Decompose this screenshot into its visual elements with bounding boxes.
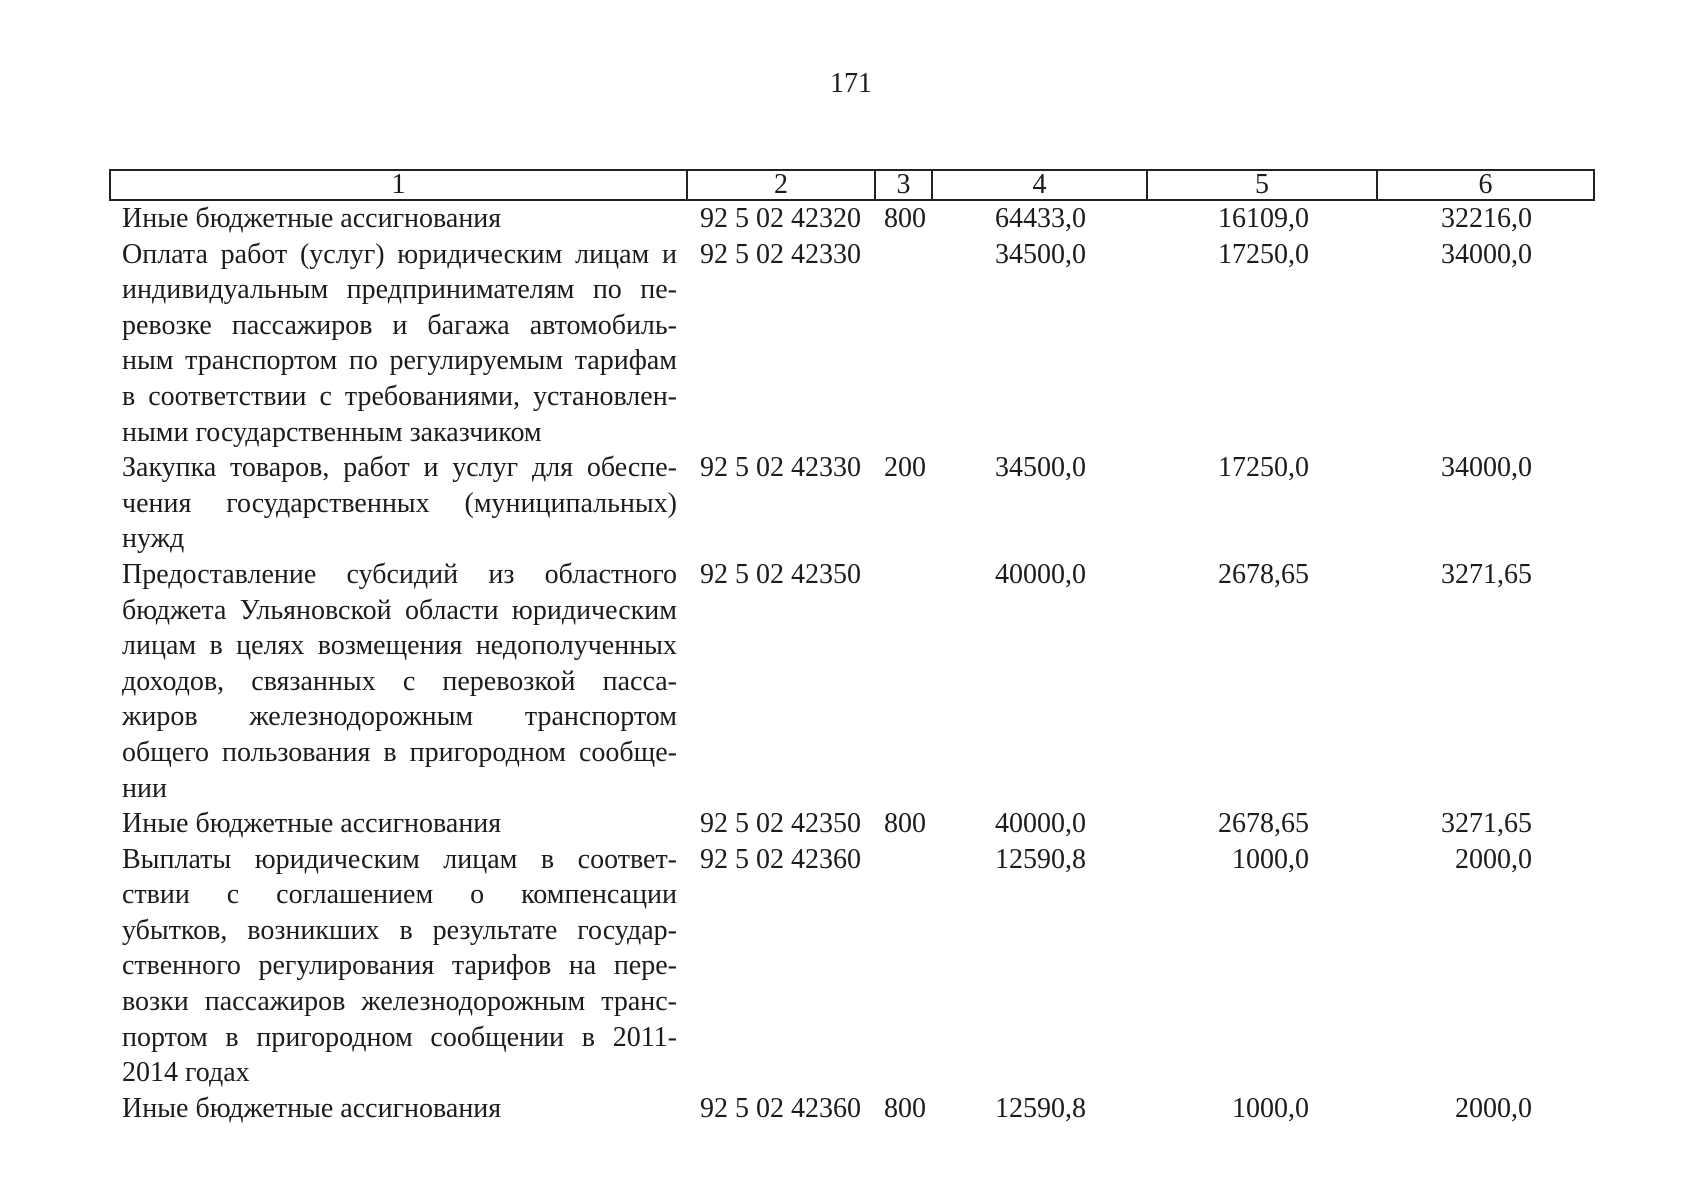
code-cell: 92 5 02 42350 [700, 808, 861, 840]
table-row [109, 1091, 1595, 1127]
amount-cell-4: 40000,0 [995, 808, 1086, 840]
header-cell-3: 3 [876, 171, 933, 199]
amount-cell-5: 17250,0 [1218, 238, 1309, 270]
table-row [109, 450, 1595, 557]
table-row [109, 237, 1595, 451]
code-cell: 92 5 02 42330 [700, 238, 861, 270]
description-line: жиров железнодорожным транспортом [122, 701, 677, 733]
description-line: Иные бюджетные ассигнования [122, 203, 502, 234]
description-line: нии [122, 772, 167, 804]
description-cell [109, 237, 688, 451]
type-cell: 800 [884, 808, 926, 840]
header-cell-1: 1 [111, 171, 688, 199]
amount-cell-6: 34000,0 [1441, 452, 1532, 484]
description-cell [109, 806, 688, 842]
description-line: Выплаты юридическим лицам в соответ- [122, 843, 677, 875]
description-line: доходов, связанных с перевозкой пасса- [122, 665, 677, 697]
code-cell: 92 5 02 42330 [700, 452, 861, 484]
table-header [109, 169, 1595, 201]
description-line: ными государственным заказчиком [122, 416, 542, 448]
amount-cell-5: 17250,0 [1218, 452, 1309, 484]
description-line: нужд [122, 523, 185, 555]
amount-cell-5: 16109,0 [1218, 203, 1309, 234]
description-cell [109, 557, 688, 806]
amount-cell-5: 2678,65 [1218, 808, 1309, 840]
amount-cell-4: 40000,0 [995, 558, 1086, 590]
description-line: ревозке пассажиров и багажа автомобиль- [122, 309, 677, 341]
description-line: ствии с соглашением о компенсации [122, 879, 677, 911]
description-line: возки пассажиров железнодорожным транс- [122, 986, 677, 1018]
code-cell: 92 5 02 42350 [700, 558, 861, 590]
description-cell [109, 450, 688, 557]
description-line: 2014 годах [122, 1057, 250, 1089]
table-row [109, 557, 1595, 806]
amount-cell-4: 34500,0 [995, 452, 1086, 484]
amount-cell-6: 34000,0 [1441, 238, 1532, 270]
description-line: общего пользования в пригородном сообще- [122, 736, 677, 768]
code-cell: 92 5 02 42360 [700, 1092, 861, 1124]
description-line: портом в пригородном сообщении в 2011- [122, 1021, 677, 1053]
code-cell: 92 5 02 42320 [700, 203, 861, 234]
code-cell: 92 5 02 42360 [700, 843, 861, 875]
description-line: в соответствии с требованиями, установлен- [122, 380, 677, 412]
description-line: Закупка товаров, работ и услуг для обеспе- [122, 452, 677, 484]
table-row [109, 201, 1595, 237]
amount-cell-5: 1000,0 [1232, 1092, 1309, 1124]
description-line: убытков, возникших в результате государ- [122, 914, 677, 946]
description-line: чения государственных (муниципальных) [122, 487, 677, 519]
description-line: Иные бюджетные ассигнования [122, 1092, 502, 1124]
description-line: ственного регулирования тарифов на пере- [122, 950, 677, 982]
amount-cell-4: 12590,8 [995, 1092, 1086, 1124]
amount-cell-4: 64433,0 [995, 203, 1086, 234]
description-line: бюджета Ульяновской области юридическим [122, 594, 677, 626]
description-line: лицам в целях возмещения недополученных [122, 630, 677, 662]
header-cell-4: 4 [933, 171, 1148, 199]
amount-cell-6: 3271,65 [1441, 558, 1532, 590]
description-line: Оплата работ (услуг) юридическим лицам и [122, 238, 677, 270]
description-cell [109, 201, 688, 237]
description-cell [109, 842, 688, 1091]
amount-cell-5: 1000,0 [1232, 843, 1309, 875]
type-cell: 800 [884, 1092, 926, 1124]
description-line: Предоставление субсидий из областного [122, 558, 677, 590]
amount-cell-4: 34500,0 [995, 238, 1086, 270]
type-cell: 200 [884, 452, 926, 484]
amount-cell-6: 32216,0 [1441, 203, 1532, 234]
header-cell-5: 5 [1148, 171, 1378, 199]
type-cell: 800 [884, 203, 926, 234]
table-row [109, 842, 1595, 1091]
header-cell-2: 2 [688, 171, 876, 199]
description-line: ным транспортом по регулируемым тарифам [122, 345, 677, 377]
amount-cell-5: 2678,65 [1218, 558, 1309, 590]
amount-cell-6: 2000,0 [1455, 1092, 1532, 1124]
table-row [109, 806, 1595, 842]
table-body [109, 201, 1595, 1126]
description-line: индивидуальным предпринимателям по пе- [122, 274, 677, 306]
description-cell [109, 1091, 688, 1127]
amount-cell-4: 12590,8 [995, 843, 1086, 875]
description-line: Иные бюджетные ассигнования [122, 808, 502, 840]
page-number: 171 [830, 68, 872, 99]
header-cell-6: 6 [1478, 169, 1493, 200]
amount-cell-6: 2000,0 [1455, 843, 1532, 875]
amount-cell-6: 3271,65 [1441, 808, 1532, 840]
